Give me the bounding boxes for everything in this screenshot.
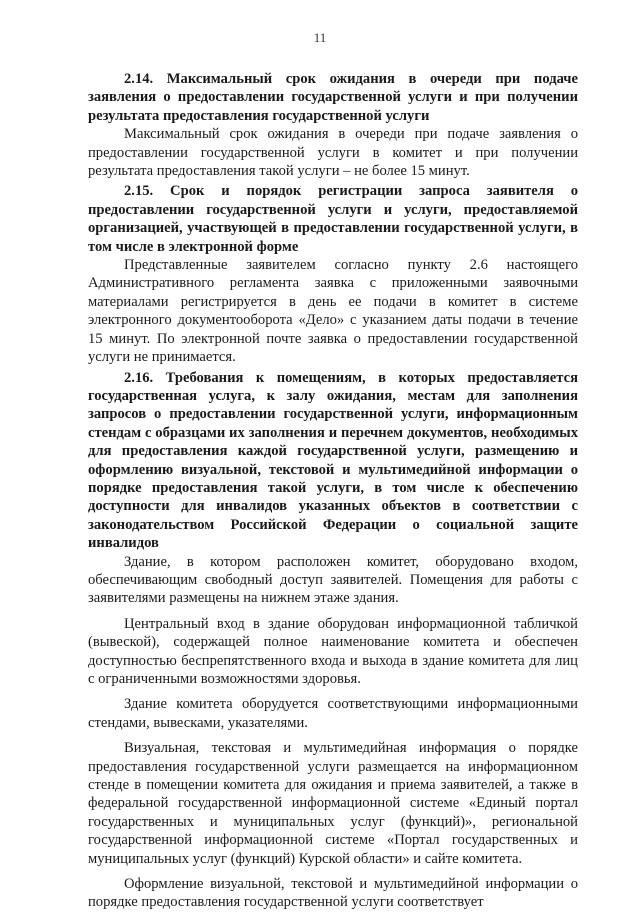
section-2-16-paragraph-4: Визуальная, текстовая и мультимедийная информация о порядке предоставления государственной услуги размещается на информационном стенде в помещении комитета для ожидания и приема заявителей, а также в федеральной государственной информационной системе «Единый портал государственных и муниципальных услуг (функций)», региональной государственной информационной системе «Портал государственных и муниципальных услуг (функций) Курской области» и сайте комитета. [88,740,578,867]
section-2-15-paragraph: Представленные заявителем согласно пункту 2.6 настоящего Административного регламента заявка с приложенными заявочными материалами регистрируется в день ее подачи в комитет в системе электронного документооборота «Дело» с указанием даты подачи в течение 15 минут. По электронной почте заявка о предоставлении государственной услуги не принимается. [88,257,578,366]
section-2-16-paragraph-1: Здание, в котором расположен комитет, оборудовано входом, обеспечивающим свободный доступ заявителей. Помещения для работы с заявителями размещены на нижнем этаже здания. [88,553,578,607]
section-heading-2-15: 2.15. Срок и порядок регистрации запроса заявителя о предоставлении государственной услуги и услуги, предоставляемой организацией, участвующей в предоставлении государственной услуги, в том числе в электронной форме [88,183,578,255]
section-2-16-paragraph-2: Центральный вход в здание оборудован информационной табличкой (вывеской), содержащей полное наименование комитета и обеспечен доступностью беспрепятственного входа и выхода в здание комитета для лиц с ограниченными возможностями здоровья. [88,615,578,687]
section-heading-2-14: 2.14. Максимальный срок ожидания в очереди при подаче заявления о предоставлении государственной услуги и при получении результата предоставления государственной услуги [88,71,578,124]
document-body [88,70,578,914]
section-2-16-paragraph-3: Здание комитета оборудуется соответствующими информационными стендами, вывесками, указателями. [88,696,578,731]
page-number: 11 [313,30,327,45]
section-heading-2-16: 2.16. Требования к помещениям, в которых предоставляется государственная услуга, к залу ожидания, местам для заполнения запросов о предоставлении государственной услуги, информационным стендам с образцами их заполнения и перечнем документов, необходимых для предоставления каждой государственной услуги, размещению и оформлению визуальной, текстовой и мультимедийной информации о порядке предоставления такой услуги, в том числе к обеспечению доступности для инвалидов указанных объектов в соответствии с законодательством Российской Федерации о социальной защите инвалидов [88,369,578,552]
section-2-14-paragraph: Максимальный срок ожидания в очереди при подаче заявления о предоставлении государственной услуги в комитет и при получении результата предоставления такой услуги – не более 15 минут. [88,126,578,180]
section-2-16-paragraph-5: Оформление визуальной, текстовой и мультимедийной информации о порядке предоставления государственной услуги соответствует [88,876,578,911]
